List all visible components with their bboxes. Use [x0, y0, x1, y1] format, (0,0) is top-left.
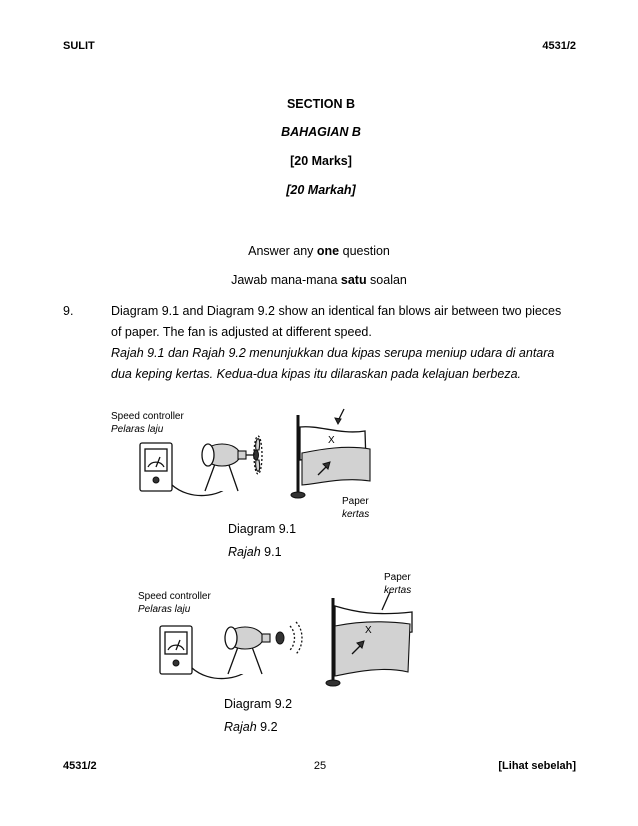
diagram2-figure [150, 586, 430, 691]
speed-controller-icon [160, 626, 192, 674]
diagram1-speed-label-ms: Pelaras laju [111, 424, 164, 435]
arrow-down-icon [335, 409, 344, 424]
diagram1-x-mark: X [328, 435, 335, 446]
footer-right: [Lihat sebelah] [498, 760, 576, 772]
diagram1-paper-label-ms: kertas [342, 509, 370, 520]
diagram1-caption: Diagram 9.1 [228, 522, 297, 536]
diagram1-speed-label: Speed controller [111, 411, 184, 422]
header-right: 4531/2 [542, 40, 576, 52]
instruction: Answer any one question [248, 244, 390, 258]
fan-icon [225, 622, 302, 674]
fan-icon [202, 436, 262, 491]
diagram2-paper-label: Paper [384, 572, 411, 583]
speed-controller-icon [140, 443, 172, 491]
diagram2-caption: Diagram 9.2 [224, 697, 293, 711]
diagram2-paper-label-ms: kertas [384, 585, 412, 596]
paper-sheets-icon [335, 606, 412, 676]
pointer-line [382, 592, 390, 610]
diagram1-caption-ms: Rajah 9.1 [228, 545, 282, 559]
section-title: SECTION B [286, 97, 356, 111]
diagram2-speed-label-ms: Pelaras laju [138, 604, 191, 615]
header-left: SULIT [63, 40, 95, 52]
question-number: 9. [63, 304, 74, 318]
diagram2-caption-ms: Rajah 9.2 [224, 720, 278, 734]
page-number: 25 [313, 760, 327, 772]
diagram1-figure [130, 405, 390, 510]
instruction-ms: Jawab mana-mana satu soalan [231, 273, 407, 287]
diagram2-x-mark: X [365, 625, 372, 636]
question-line-1: Diagram 9.1 and Diagram 9.2 show an identical fan blows air between two pieces [111, 304, 562, 318]
diagram1-paper-label: Paper [342, 496, 369, 507]
section-marks-ms: [20 Markah] [286, 183, 356, 197]
question-line-2: of paper. The fan is adjusted at different speed. [111, 325, 372, 339]
paper-sheets-icon [300, 427, 370, 485]
question-line-3: Rajah 9.1 dan Rajah 9.2 menunjukkan dua kipas serupa meniup udara di antara [111, 346, 555, 360]
section-title-ms: BAHAGIAN B [281, 125, 361, 139]
section-marks: [20 Marks] [290, 154, 352, 168]
footer-left: 4531/2 [63, 760, 97, 772]
question-line-4: dua keping kertas. Kedua-dua kipas itu dilaraskan pada kelajuan berbeza. [111, 367, 521, 381]
question-text [111, 301, 561, 385]
diagram2-speed-label: Speed controller [138, 591, 211, 602]
